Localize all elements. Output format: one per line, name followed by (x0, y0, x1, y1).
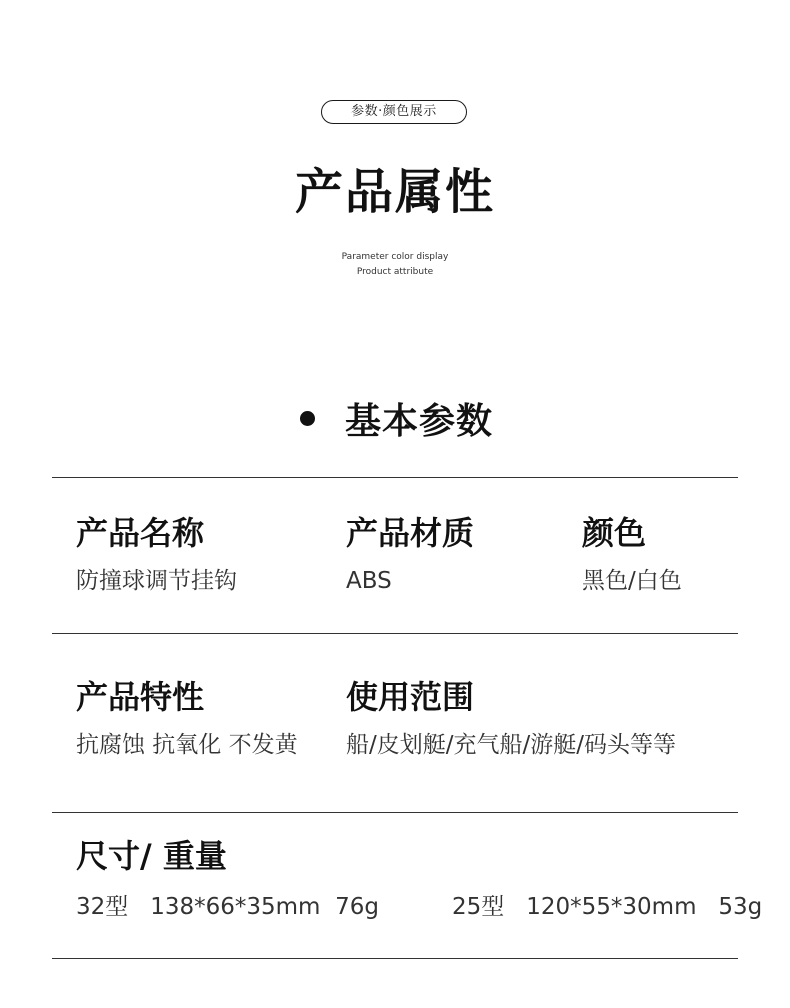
subtitle-english-1: Parameter color display (341, 252, 449, 262)
divider (52, 958, 738, 959)
attr-label: 使用范围 (346, 678, 475, 716)
divider (52, 633, 738, 634)
bullet-dot-icon (300, 411, 315, 426)
attr-features (76, 675, 298, 761)
attr-label: 产品名称 (76, 514, 205, 552)
attr-value: 抗腐蚀 抗氧化 不发黄 (76, 732, 298, 758)
attr-label: 尺寸/ 重量 (76, 837, 227, 875)
attr-value: 32型 138*66*35mm 76g 25型 120*55*30mm 53g (76, 894, 763, 920)
divider (52, 812, 738, 813)
category-pill: 参数·颜色展示 (321, 100, 467, 124)
attr-value: 黑色/白色 (582, 568, 682, 594)
attr-usage (346, 675, 676, 761)
attr-material (346, 511, 474, 597)
attr-value: ABS (346, 568, 392, 594)
attr-color (582, 511, 682, 597)
subtitle-english-2: Product attribute (356, 267, 434, 277)
attr-label: 颜色 (582, 514, 647, 552)
attr-label: 产品特性 (76, 678, 205, 716)
section-title: 基本参数 (345, 400, 494, 442)
page-title: 产品属性 (294, 164, 495, 220)
attr-label: 产品材质 (346, 514, 475, 552)
attr-size-weight (76, 834, 762, 923)
divider (52, 477, 738, 478)
section-heading (300, 392, 493, 444)
attr-value: 防撞球调节挂钩 (76, 568, 237, 594)
attr-product-name (76, 511, 237, 597)
attr-value: 船/皮划艇/充气船/游艇/码头等等 (346, 732, 676, 758)
